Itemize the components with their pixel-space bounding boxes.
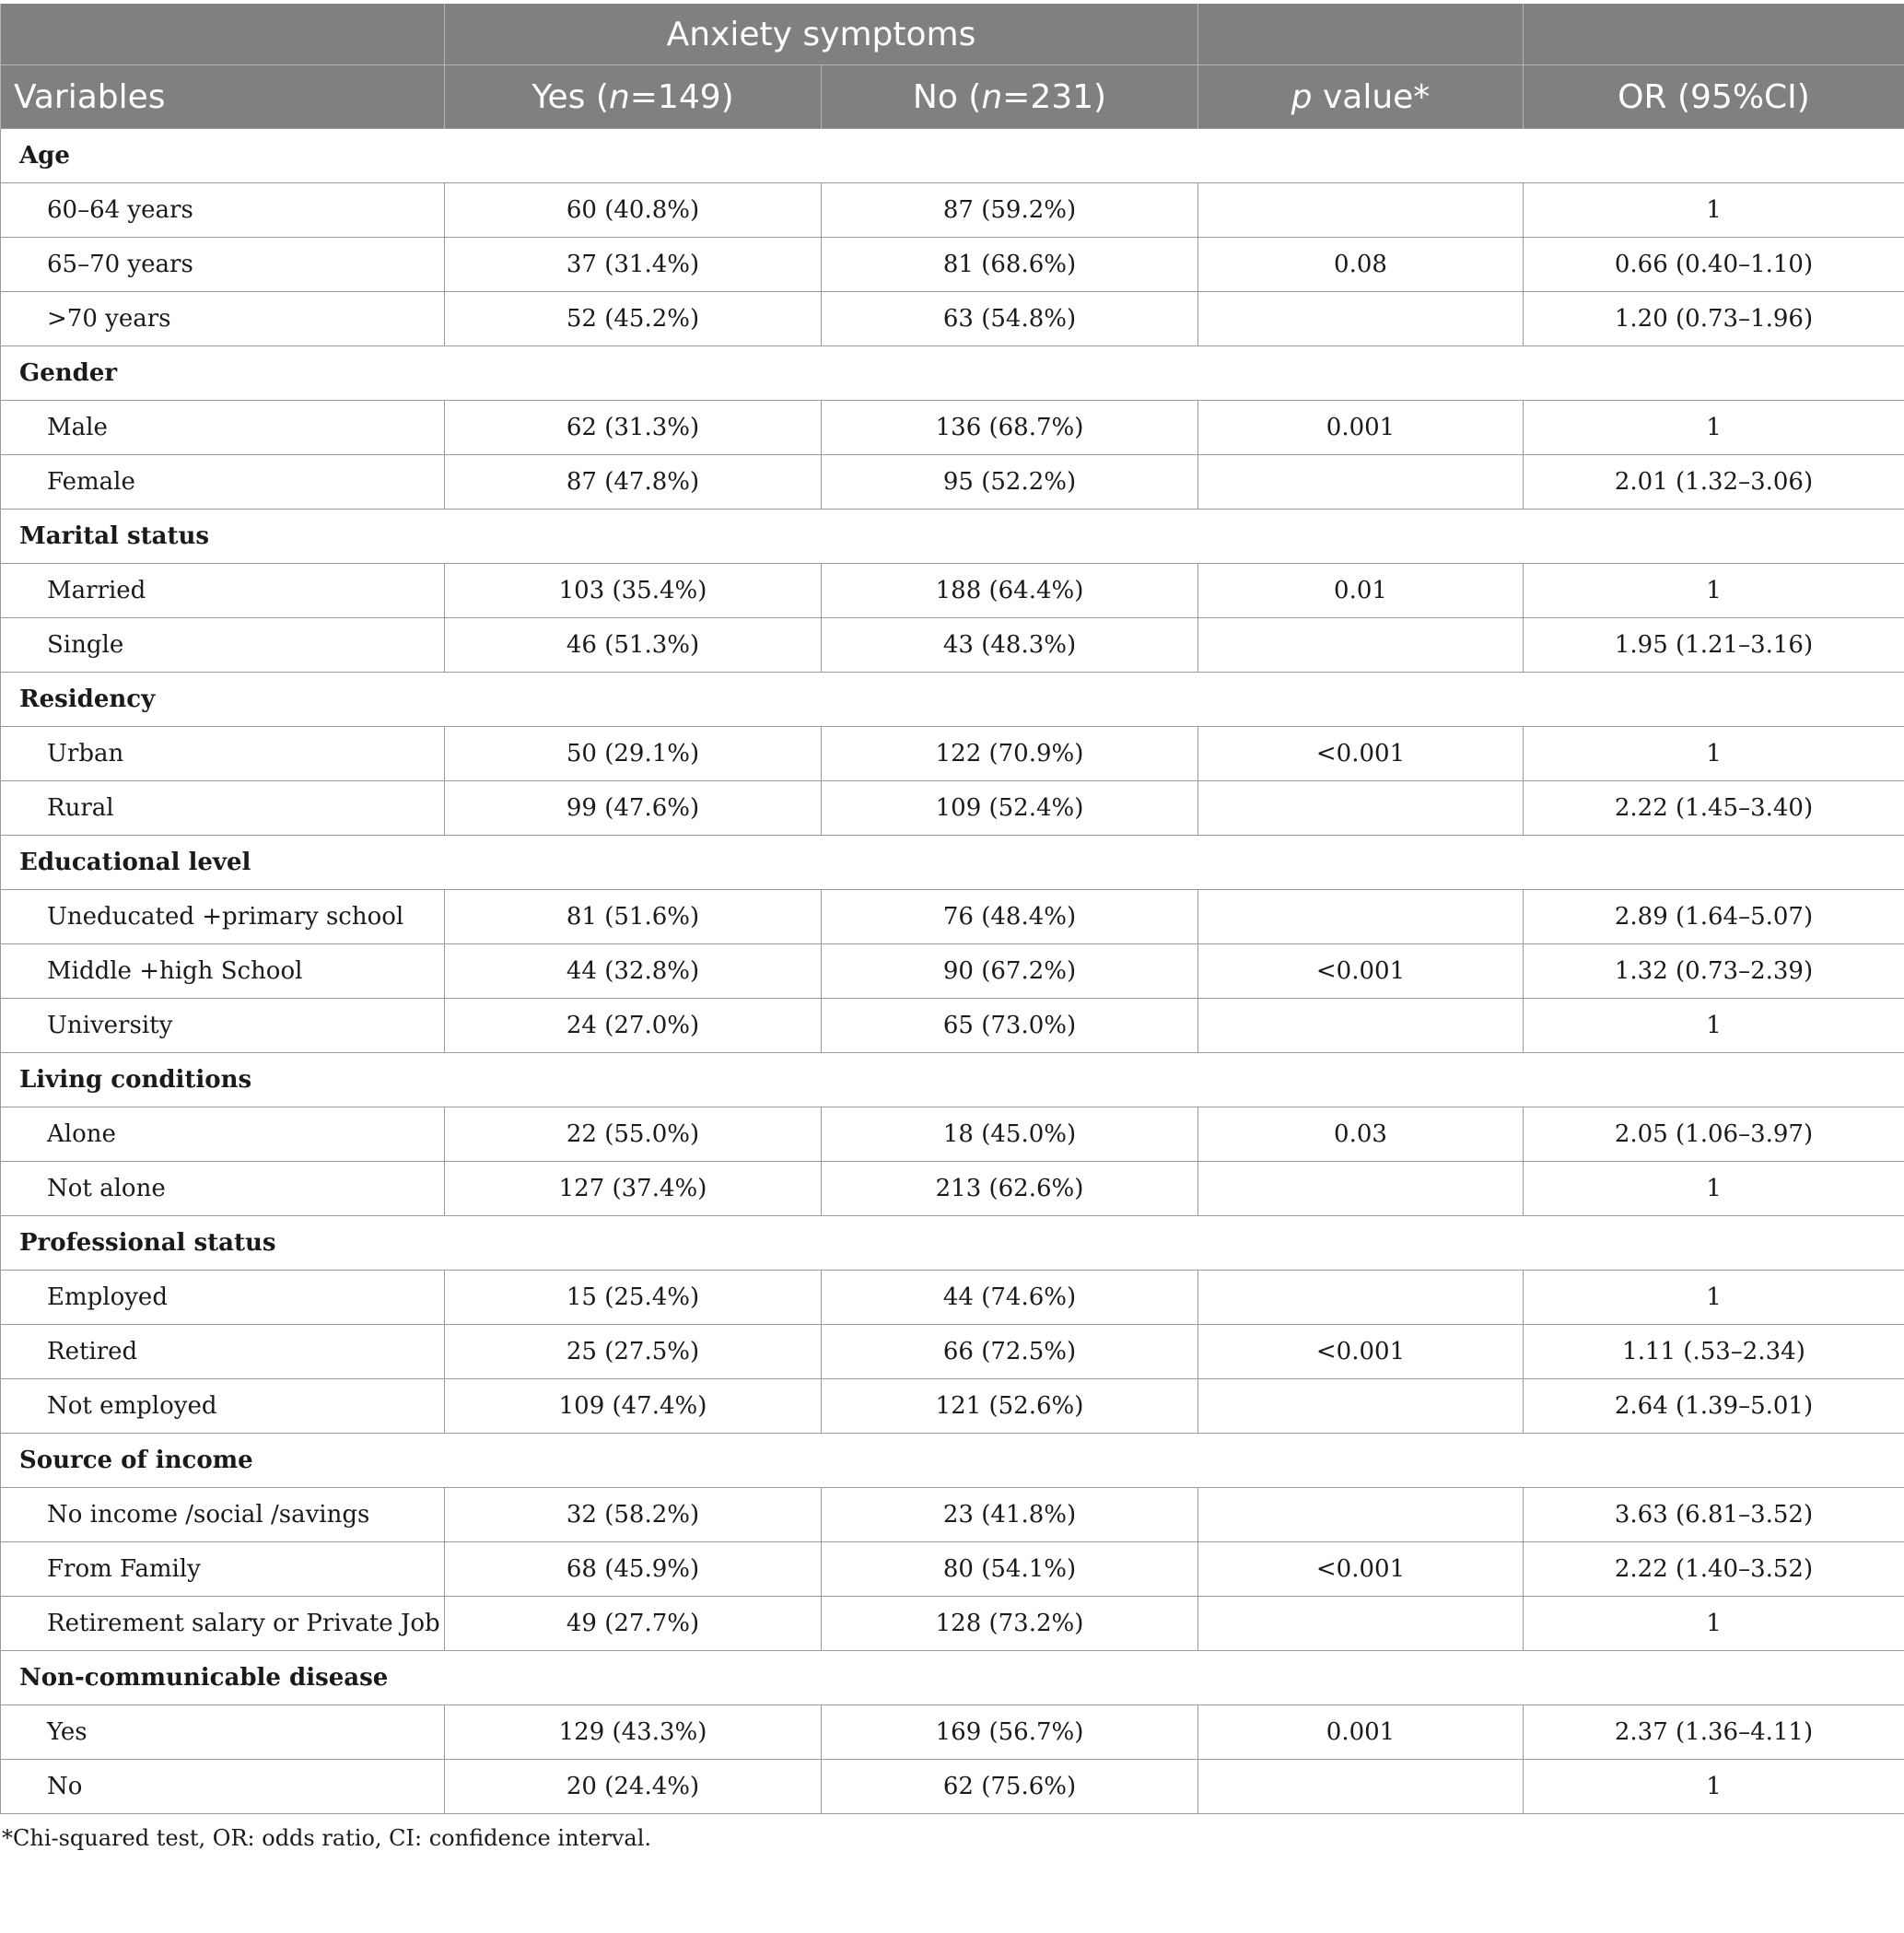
row-label: Yes bbox=[1, 1705, 445, 1760]
no-count-cell: 63 (54.8%) bbox=[822, 292, 1198, 346]
anxiety-table bbox=[0, 4, 1904, 1814]
table-row bbox=[1, 1271, 1904, 1325]
no-count-cell: 66 (72.5%) bbox=[822, 1325, 1198, 1379]
row-label: Female bbox=[1, 455, 445, 510]
no-count-cell: 121 (52.6%) bbox=[822, 1379, 1198, 1434]
row-label: Married bbox=[1, 564, 445, 618]
row-label: Male bbox=[1, 401, 445, 455]
group-row bbox=[1, 1053, 1904, 1107]
yes-count-cell: 62 (31.3%) bbox=[445, 401, 822, 455]
p-value-cell bbox=[1198, 455, 1524, 510]
p-value-cell: <0.001 bbox=[1198, 1542, 1524, 1597]
no-count-cell: 80 (54.1%) bbox=[822, 1542, 1198, 1597]
no-count-cell: 44 (74.6%) bbox=[822, 1271, 1198, 1325]
anxiety-symptoms-header: Anxiety symptoms bbox=[445, 4, 1198, 65]
group-row bbox=[1, 346, 1904, 401]
p-value-cell: 0.01 bbox=[1198, 564, 1524, 618]
no-count-cell: 213 (62.6%) bbox=[822, 1162, 1198, 1216]
yes-header: Yes (n=149) bbox=[445, 65, 822, 129]
p-value-cell bbox=[1198, 890, 1524, 944]
row-label: Retired bbox=[1, 1325, 445, 1379]
no-count-cell: 87 (59.2%) bbox=[822, 183, 1198, 238]
no-count-cell: 128 (73.2%) bbox=[822, 1597, 1198, 1651]
no-count-cell: 95 (52.2%) bbox=[822, 455, 1198, 510]
table-row bbox=[1, 401, 1904, 455]
table-row bbox=[1, 1705, 1904, 1760]
p-value-cell bbox=[1198, 1597, 1524, 1651]
or-header: OR (95%CI) bbox=[1524, 65, 1904, 129]
p-value-cell bbox=[1198, 1760, 1524, 1814]
group-row bbox=[1, 1216, 1904, 1271]
p-value-cell bbox=[1198, 1162, 1524, 1216]
group-row bbox=[1, 1434, 1904, 1488]
no-count-cell: 188 (64.4%) bbox=[822, 564, 1198, 618]
group-row bbox=[1, 1651, 1904, 1705]
row-label: Middle +high School bbox=[1, 944, 445, 999]
table-row bbox=[1, 890, 1904, 944]
yes-count-cell: 44 (32.8%) bbox=[445, 944, 822, 999]
p-value-cell: 0.001 bbox=[1198, 1705, 1524, 1760]
no-count-cell: 122 (70.9%) bbox=[822, 727, 1198, 781]
yes-count-cell: 81 (51.6%) bbox=[445, 890, 822, 944]
yes-count-cell: 60 (40.8%) bbox=[445, 183, 822, 238]
yes-count-cell: 99 (47.6%) bbox=[445, 781, 822, 836]
header-empty-cell bbox=[1198, 4, 1524, 65]
row-label: 60–64 years bbox=[1, 183, 445, 238]
odds-ratio-cell: 1.95 (1.21–3.16) bbox=[1524, 618, 1904, 673]
group-title: Educational level bbox=[1, 836, 1904, 890]
row-label: No income /social /savings bbox=[1, 1488, 445, 1542]
table-row bbox=[1, 1542, 1904, 1597]
no-count-cell: 18 (45.0%) bbox=[822, 1107, 1198, 1162]
odds-ratio-cell: 2.22 (1.45–3.40) bbox=[1524, 781, 1904, 836]
yes-count-cell: 87 (47.8%) bbox=[445, 455, 822, 510]
yes-count-cell: 22 (55.0%) bbox=[445, 1107, 822, 1162]
odds-ratio-cell: 2.89 (1.64–5.07) bbox=[1524, 890, 1904, 944]
p-value-cell: 0.03 bbox=[1198, 1107, 1524, 1162]
odds-ratio-cell: 1.20 (0.73–1.96) bbox=[1524, 292, 1904, 346]
table-row bbox=[1, 1107, 1904, 1162]
yes-count-cell: 15 (25.4%) bbox=[445, 1271, 822, 1325]
odds-ratio-cell: 3.63 (6.81–3.52) bbox=[1524, 1488, 1904, 1542]
p-value-cell bbox=[1198, 292, 1524, 346]
odds-ratio-cell: 1 bbox=[1524, 1597, 1904, 1651]
table-row bbox=[1, 292, 1904, 346]
odds-ratio-cell: 1 bbox=[1524, 999, 1904, 1053]
yes-count-cell: 52 (45.2%) bbox=[445, 292, 822, 346]
odds-ratio-cell: 1 bbox=[1524, 183, 1904, 238]
odds-ratio-cell: 0.66 (0.40–1.10) bbox=[1524, 238, 1904, 292]
header-empty-cell bbox=[1, 4, 445, 65]
yes-count-cell: 24 (27.0%) bbox=[445, 999, 822, 1053]
variables-header: Variables bbox=[1, 65, 445, 129]
table-row bbox=[1, 1488, 1904, 1542]
row-label: Alone bbox=[1, 1107, 445, 1162]
no-count-cell: 169 (56.7%) bbox=[822, 1705, 1198, 1760]
odds-ratio-cell: 2.37 (1.36–4.11) bbox=[1524, 1705, 1904, 1760]
p-value-cell bbox=[1198, 183, 1524, 238]
odds-ratio-cell: 1 bbox=[1524, 1271, 1904, 1325]
row-label: 65–70 years bbox=[1, 238, 445, 292]
group-title: Residency bbox=[1, 673, 1904, 727]
group-row bbox=[1, 836, 1904, 890]
table-row bbox=[1, 618, 1904, 673]
odds-ratio-cell: 2.05 (1.06–3.97) bbox=[1524, 1107, 1904, 1162]
p-value-cell: <0.001 bbox=[1198, 1325, 1524, 1379]
row-label: Employed bbox=[1, 1271, 445, 1325]
row-label: Rural bbox=[1, 781, 445, 836]
odds-ratio-cell: 2.64 (1.39–5.01) bbox=[1524, 1379, 1904, 1434]
table-row bbox=[1, 1760, 1904, 1814]
yes-count-cell: 50 (29.1%) bbox=[445, 727, 822, 781]
row-label: University bbox=[1, 999, 445, 1053]
row-label: Not employed bbox=[1, 1379, 445, 1434]
row-label: No bbox=[1, 1760, 445, 1814]
group-title: Professional status bbox=[1, 1216, 1904, 1271]
odds-ratio-cell: 1 bbox=[1524, 401, 1904, 455]
table-row bbox=[1, 1162, 1904, 1216]
yes-count-cell: 46 (51.3%) bbox=[445, 618, 822, 673]
table-row bbox=[1, 781, 1904, 836]
no-count-cell: 81 (68.6%) bbox=[822, 238, 1198, 292]
odds-ratio-cell: 2.22 (1.40–3.52) bbox=[1524, 1542, 1904, 1597]
table-row bbox=[1, 944, 1904, 999]
table-footnote: *Chi-squared test, OR: odds ratio, CI: confidence interval. bbox=[2, 1825, 652, 1851]
row-label: Retirement salary or Private Job bbox=[1, 1597, 445, 1651]
group-row bbox=[1, 510, 1904, 564]
row-label: Not alone bbox=[1, 1162, 445, 1216]
odds-ratio-cell: 1 bbox=[1524, 727, 1904, 781]
yes-count-cell: 25 (27.5%) bbox=[445, 1325, 822, 1379]
p-value-cell: 0.001 bbox=[1198, 401, 1524, 455]
odds-ratio-cell: 1.11 (.53–2.34) bbox=[1524, 1325, 1904, 1379]
table-row bbox=[1, 564, 1904, 618]
odds-ratio-cell: 1 bbox=[1524, 564, 1904, 618]
header-row-columns bbox=[1, 65, 1904, 129]
yes-count-cell: 103 (35.4%) bbox=[445, 564, 822, 618]
p-value-cell bbox=[1198, 1488, 1524, 1542]
group-title: Marital status bbox=[1, 510, 1904, 564]
no-count-cell: 23 (41.8%) bbox=[822, 1488, 1198, 1542]
p-value-cell bbox=[1198, 1379, 1524, 1434]
odds-ratio-cell: 2.01 (1.32–3.06) bbox=[1524, 455, 1904, 510]
no-count-cell: 65 (73.0%) bbox=[822, 999, 1198, 1053]
header-row-group bbox=[1, 4, 1904, 65]
group-title: Non-communicable disease bbox=[1, 1651, 1904, 1705]
no-count-cell: 62 (75.6%) bbox=[822, 1760, 1198, 1814]
table-body bbox=[1, 129, 1904, 1814]
yes-count-cell: 129 (43.3%) bbox=[445, 1705, 822, 1760]
yes-count-cell: 49 (27.7%) bbox=[445, 1597, 822, 1651]
group-row bbox=[1, 673, 1904, 727]
yes-count-cell: 32 (58.2%) bbox=[445, 1488, 822, 1542]
no-header: No (n=231) bbox=[822, 65, 1198, 129]
p-value-header: p value* bbox=[1198, 65, 1524, 129]
p-value-cell bbox=[1198, 618, 1524, 673]
row-label: Single bbox=[1, 618, 445, 673]
no-count-cell: 90 (67.2%) bbox=[822, 944, 1198, 999]
odds-ratio-cell: 1 bbox=[1524, 1760, 1904, 1814]
table-row bbox=[1, 1597, 1904, 1651]
no-count-cell: 136 (68.7%) bbox=[822, 401, 1198, 455]
group-title: Age bbox=[1, 129, 1904, 183]
row-label: >70 years bbox=[1, 292, 445, 346]
yes-count-cell: 127 (37.4%) bbox=[445, 1162, 822, 1216]
yes-count-cell: 109 (47.4%) bbox=[445, 1379, 822, 1434]
group-title: Living conditions bbox=[1, 1053, 1904, 1107]
table-row bbox=[1, 727, 1904, 781]
row-label: Uneducated +primary school bbox=[1, 890, 445, 944]
table-row bbox=[1, 238, 1904, 292]
table-container bbox=[0, 4, 1904, 1851]
p-value-cell: 0.08 bbox=[1198, 238, 1524, 292]
header-empty-cell bbox=[1524, 4, 1904, 65]
row-label: From Family bbox=[1, 1542, 445, 1597]
odds-ratio-cell: 1.32 (0.73–2.39) bbox=[1524, 944, 1904, 999]
table-row bbox=[1, 1325, 1904, 1379]
group-title: Source of income bbox=[1, 1434, 1904, 1488]
p-value-cell: <0.001 bbox=[1198, 727, 1524, 781]
no-count-cell: 109 (52.4%) bbox=[822, 781, 1198, 836]
no-count-cell: 76 (48.4%) bbox=[822, 890, 1198, 944]
odds-ratio-cell: 1 bbox=[1524, 1162, 1904, 1216]
yes-count-cell: 68 (45.9%) bbox=[445, 1542, 822, 1597]
table-row bbox=[1, 999, 1904, 1053]
p-value-cell: <0.001 bbox=[1198, 944, 1524, 999]
p-value-cell bbox=[1198, 781, 1524, 836]
group-row bbox=[1, 129, 1904, 183]
yes-count-cell: 37 (31.4%) bbox=[445, 238, 822, 292]
no-count-cell: 43 (48.3%) bbox=[822, 618, 1198, 673]
group-title: Gender bbox=[1, 346, 1904, 401]
table-row bbox=[1, 455, 1904, 510]
table-row bbox=[1, 1379, 1904, 1434]
p-value-cell bbox=[1198, 1271, 1524, 1325]
table-row bbox=[1, 183, 1904, 238]
p-value-cell bbox=[1198, 999, 1524, 1053]
yes-count-cell: 20 (24.4%) bbox=[445, 1760, 822, 1814]
row-label: Urban bbox=[1, 727, 445, 781]
